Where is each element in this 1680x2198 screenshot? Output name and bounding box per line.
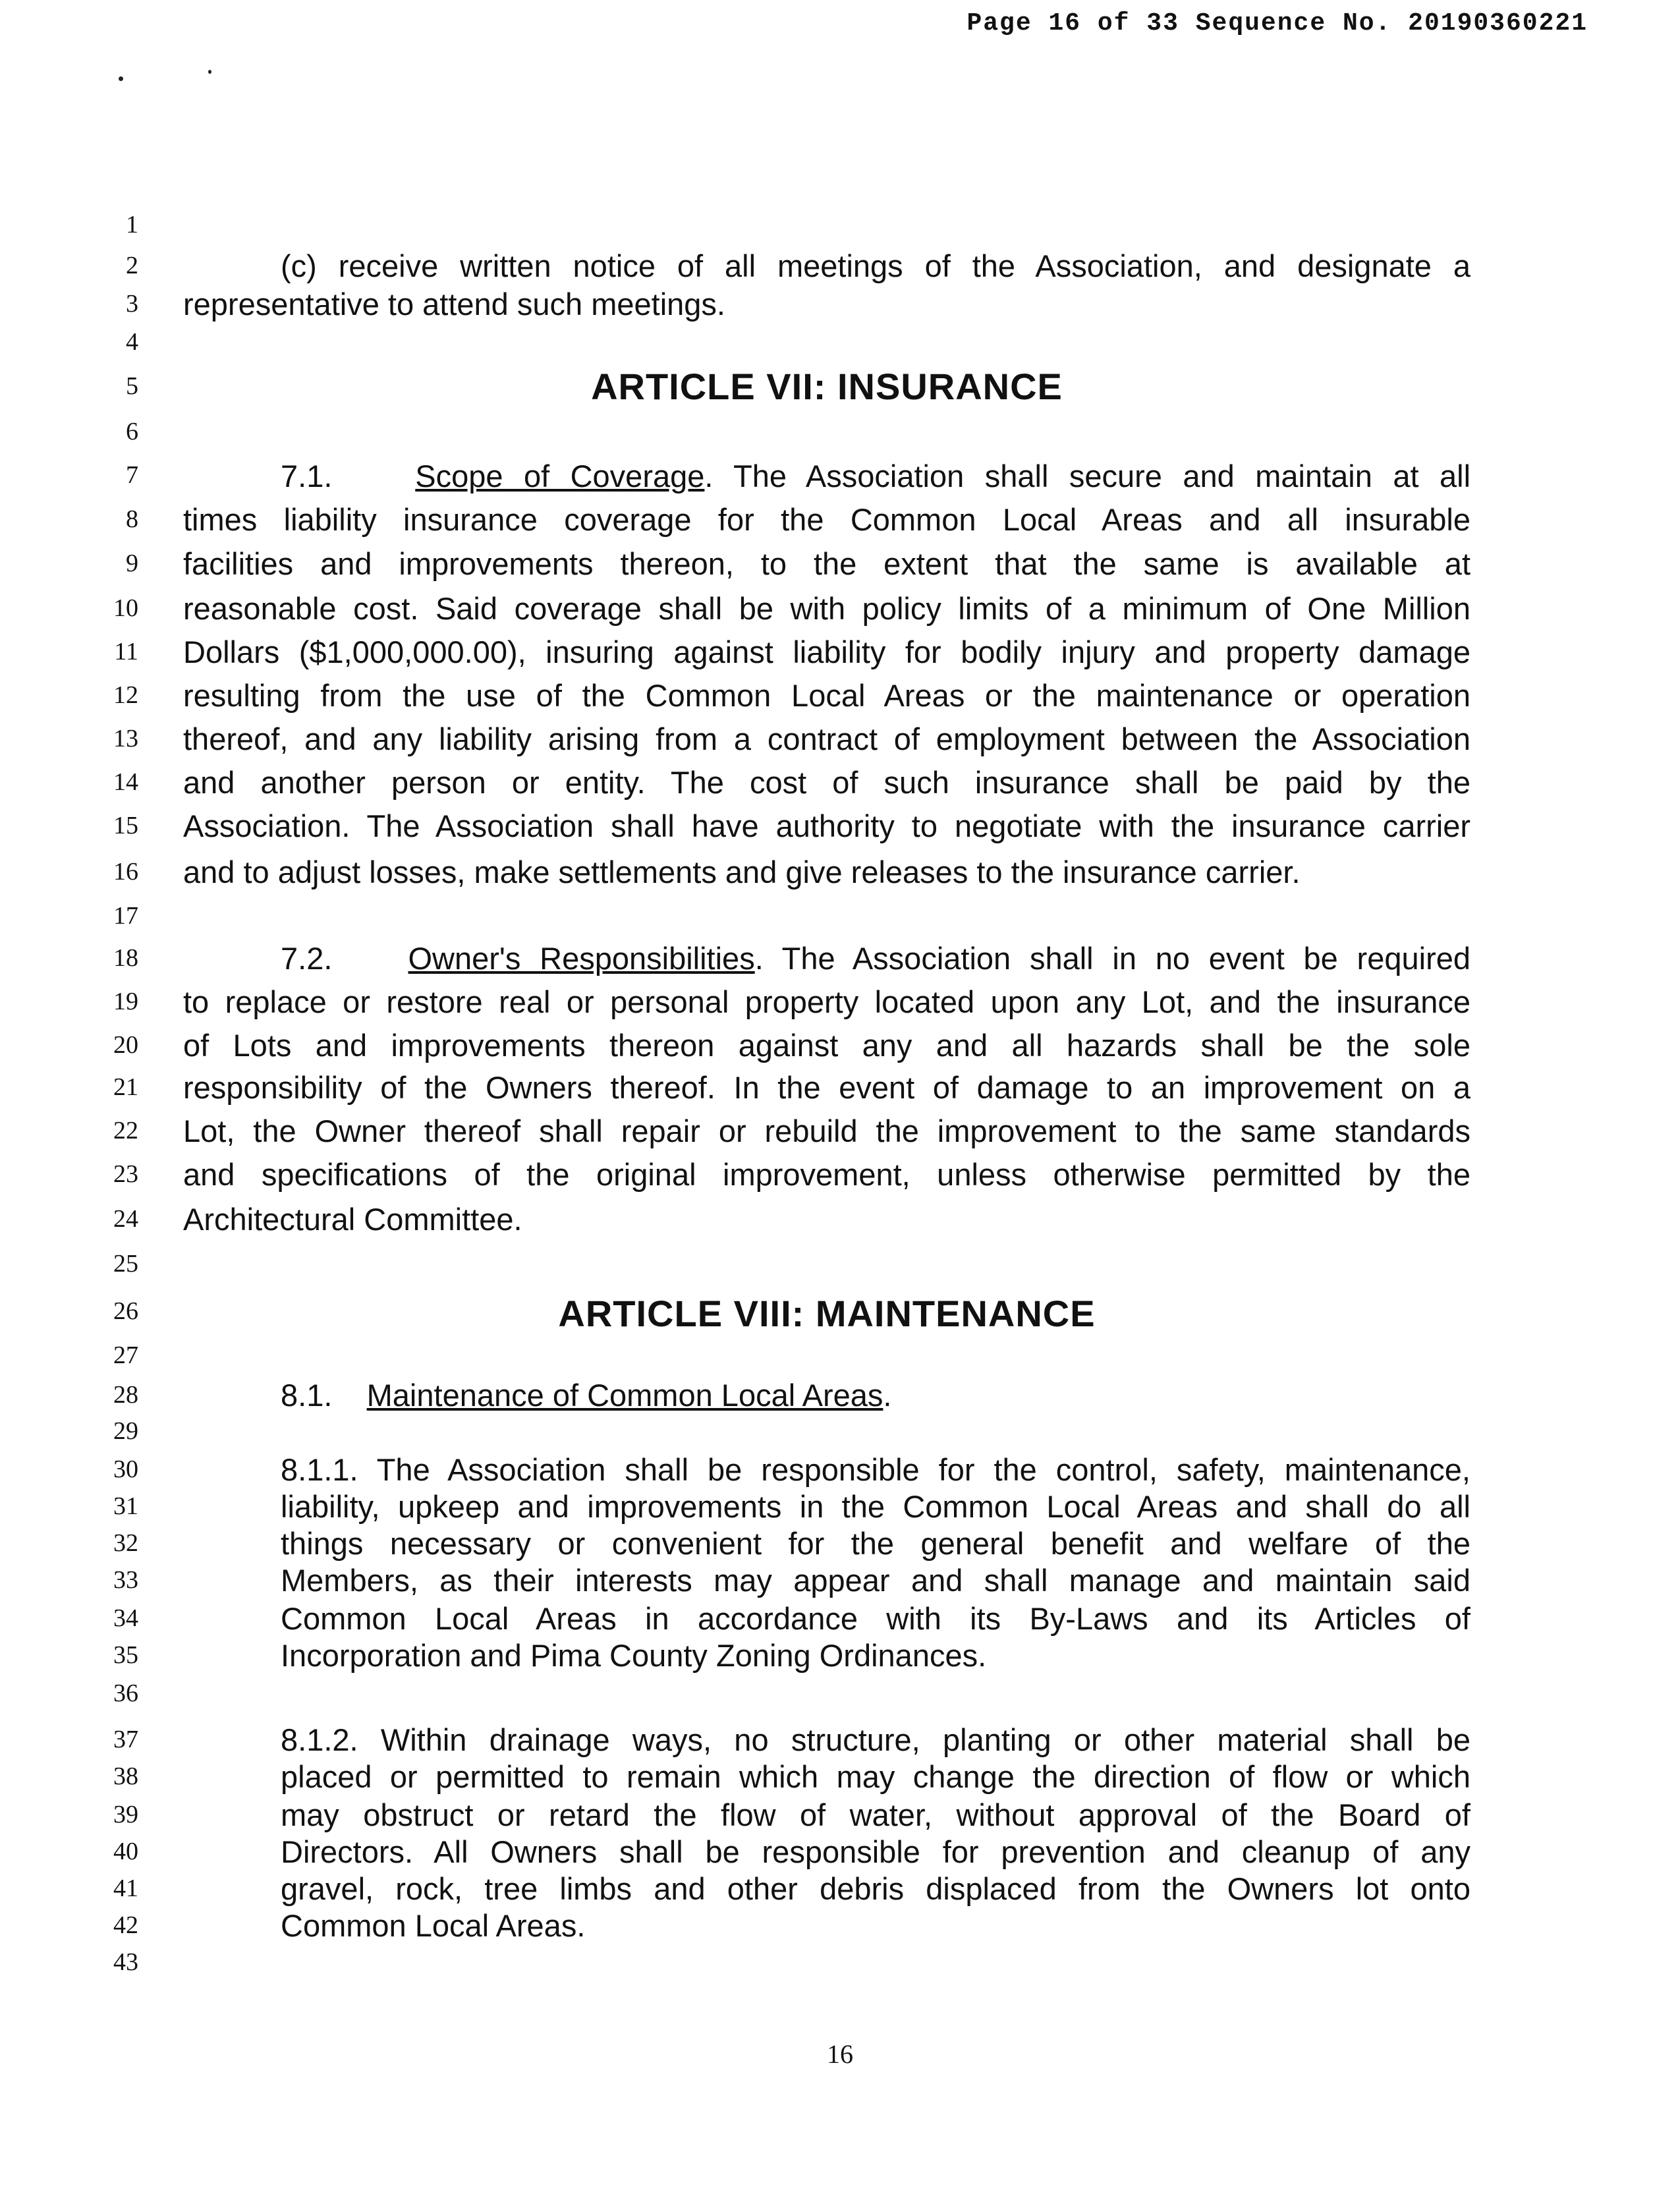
line-number: 19 <box>113 988 138 1015</box>
line-number: 16 <box>113 858 138 886</box>
line-number: 29 <box>113 1417 138 1445</box>
section-8-1-1-line: Incorporation and Pima County Zoning Ordinances. <box>281 1638 987 1673</box>
page-number-footer: 16 <box>827 2039 853 2069</box>
line-number: 18 <box>113 944 138 972</box>
line-number: 31 <box>113 1492 138 1520</box>
line-number: 14 <box>113 768 138 796</box>
section-7-1-line: times liability insurance coverage for the Common Local Areas and all insurable <box>183 502 1470 537</box>
line-number: 37 <box>113 1726 138 1753</box>
section-title: Owner's Responsibilities <box>408 941 755 976</box>
section-7-1-line: Association. The Association shall have authority to negotiate with the insurance carrier <box>183 808 1470 843</box>
section-text: . The Association shall secure and maintain at all <box>704 459 1471 493</box>
section-7-2-line: of Lots and improvements thereon against any and all hazards shall be the sole <box>183 1028 1470 1063</box>
section-8-1-1-line: 8.1.1. The Association shall be responsible for the control, safety, maintenance, <box>281 1452 1470 1487</box>
section-number: 7.2. <box>281 941 333 976</box>
para-c-line: (c) receive written notice of all meetings of the Association, and designate a <box>281 248 1470 283</box>
section-7-1-line: resulting from the use of the Common Local Areas or the maintenance or operation <box>183 678 1470 713</box>
line-number: 41 <box>113 1874 138 1902</box>
section-8-1-2-line: 8.1.2. Within drainage ways, no structure, planting or other material shall be <box>281 1722 1470 1757</box>
scan-speck <box>119 76 123 81</box>
line-number: 11 <box>114 638 138 665</box>
line-number: 12 <box>113 681 138 709</box>
section-number: 7.1. <box>281 459 333 493</box>
line-number: 32 <box>113 1529 138 1557</box>
page-sequence-header: Page 16 of 33 Sequence No. 20190360221 <box>966 9 1588 38</box>
line-number: 42 <box>113 1911 138 1939</box>
section-7-2-line: Lot, the Owner thereof shall repair or rebuild the improvement to the same standards <box>183 1113 1470 1148</box>
section-7-2-line: responsibility of the Owners thereof. In the event of damage to an improvement on a <box>183 1070 1470 1105</box>
section-7-2-line: to replace or restore real or personal property located upon any Lot, and the insurance <box>183 984 1470 1019</box>
line-number: 26 <box>113 1297 138 1325</box>
section-title: Maintenance of Common Local Areas <box>366 1378 883 1413</box>
line-number: 10 <box>113 594 138 622</box>
line-number: 40 <box>113 1838 138 1865</box>
line-number: 17 <box>113 902 138 930</box>
line-number: 5 <box>126 372 138 400</box>
line-number: 33 <box>113 1566 138 1594</box>
section-7-1-first-line <box>281 457 1470 495</box>
section-8-1-2-line: Directors. All Owners shall be responsible for prevention and cleanup of any <box>281 1834 1470 1869</box>
line-number: 9 <box>126 550 138 577</box>
scan-speck <box>208 70 211 74</box>
line-number: 23 <box>113 1160 138 1188</box>
section-7-1-line: and to adjust losses, make settlements and give releases to the insurance carrier. <box>183 855 1301 889</box>
line-number: 22 <box>113 1117 138 1144</box>
section-7-2-line: and specifications of the original improvement, unless otherwise permitted by the <box>183 1157 1470 1192</box>
line-number: 30 <box>113 1455 138 1483</box>
section-7-1-line: facilities and improvements thereon, to the extent that the same is available at <box>183 546 1470 581</box>
line-number: 34 <box>113 1604 138 1632</box>
section-8-1-1-line: liability, upkeep and improvements in the Common Local Areas and shall do all <box>281 1489 1470 1524</box>
section-title: Scope of Coverage <box>415 459 705 493</box>
line-number: 43 <box>113 1948 138 1976</box>
line-number: 8 <box>126 505 138 533</box>
line-number: 1 <box>126 211 138 239</box>
section-7-1-line: thereof, and any liability arising from a contract of employment between the Association <box>183 721 1470 756</box>
line-number: 15 <box>113 812 138 839</box>
section-text: . The Association shall in no event be required <box>754 941 1470 976</box>
section-7-2-line: Architectural Committee. <box>183 1202 522 1237</box>
article-viii-heading: ARTICLE VIII: MAINTENANCE <box>558 1293 1096 1334</box>
section-7-1-line: Dollars ($1,000,000.00), insuring against liability for bodily injury and property damage <box>183 634 1470 669</box>
line-number: 39 <box>113 1801 138 1828</box>
line-number: 3 <box>126 290 138 318</box>
line-number: 24 <box>113 1205 138 1233</box>
section-8-1-2-line: Common Local Areas. <box>281 1908 586 1943</box>
section-7-1-line: reasonable cost. Said coverage shall be with policy limits of a minimum of One Million <box>183 591 1470 626</box>
line-number: 35 <box>113 1641 138 1669</box>
section-8-1-2-line: placed or permitted to remain which may change the direction of flow or which <box>281 1759 1470 1794</box>
section-8-1-heading <box>281 1376 891 1415</box>
section-period: . <box>883 1378 892 1413</box>
line-number: 21 <box>113 1073 138 1101</box>
line-number: 6 <box>126 418 138 445</box>
line-number: 27 <box>113 1341 138 1369</box>
line-number: 25 <box>113 1250 138 1278</box>
section-8-1-1-line: Common Local Areas in accordance with its By-Laws and its Articles of <box>281 1601 1470 1636</box>
section-8-1-2-line: may obstruct or retard the flow of water, without approval of the Board of <box>281 1797 1470 1832</box>
section-8-1-2-line: gravel, rock, tree limbs and other debris displaced from the Owners lot onto <box>281 1871 1470 1906</box>
section-8-1-1-line: Members, as their interests may appear and shall manage and maintain said <box>281 1563 1470 1598</box>
line-number: 36 <box>113 1679 138 1707</box>
line-number: 7 <box>126 461 138 489</box>
line-number: 4 <box>126 328 138 356</box>
line-number: 28 <box>113 1381 138 1409</box>
article-vii-heading: ARTICLE VII: INSURANCE <box>591 366 1063 407</box>
para-c-line: representative to attend such meetings. <box>183 287 725 322</box>
section-8-1-1-line: things necessary or convenient for the general benefit and welfare of the <box>281 1526 1470 1561</box>
line-number: 20 <box>113 1031 138 1059</box>
line-number: 13 <box>113 725 138 752</box>
section-7-1-line: and another person or entity. The cost of such insurance shall be paid by the <box>183 765 1470 800</box>
section-number: 8.1. <box>281 1378 333 1413</box>
line-number: 38 <box>113 1762 138 1790</box>
section-7-2-first-line <box>281 940 1470 978</box>
line-number: 2 <box>126 252 138 279</box>
